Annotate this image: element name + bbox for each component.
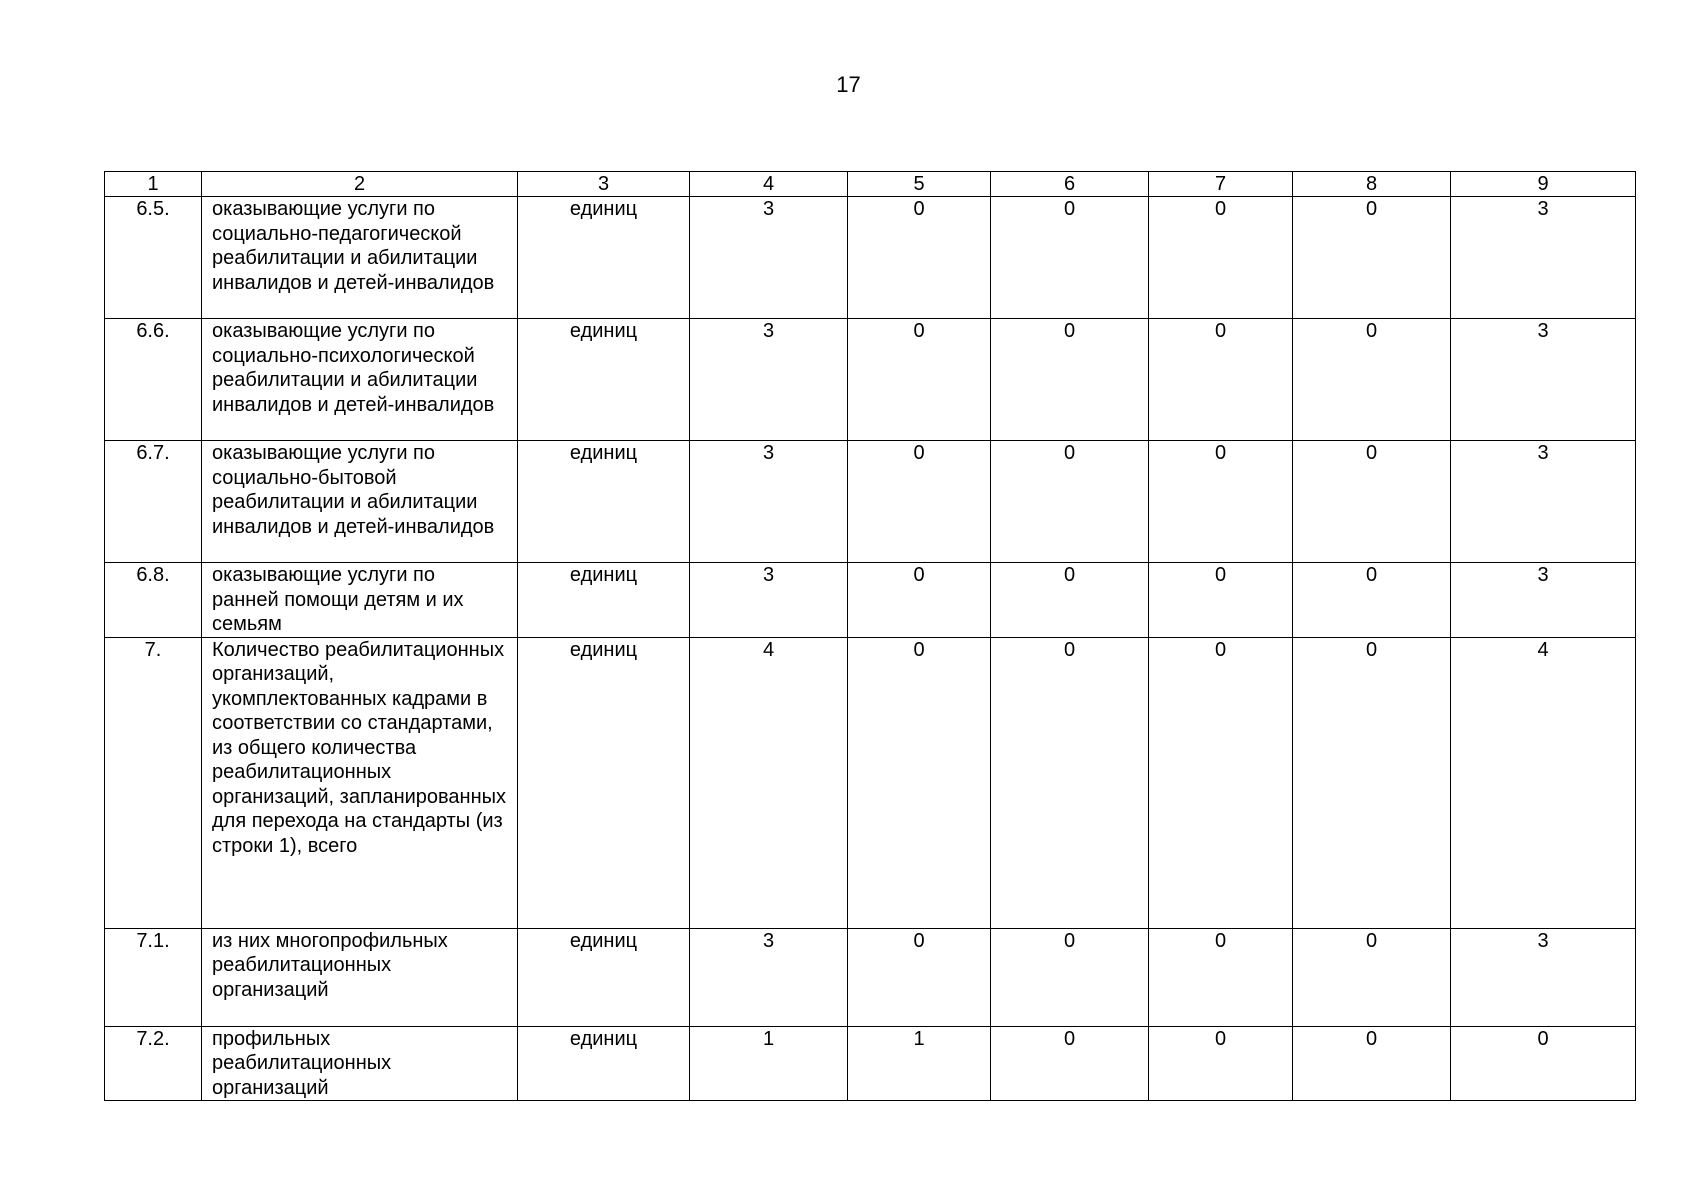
indicator-name-cell: оказывающие услуги по социально-бытовой реабилитации и абилитации инвалидов и детей-инвалидов: [202, 441, 518, 563]
value-cell: 1: [690, 1026, 848, 1101]
unit-cell: единиц: [518, 928, 690, 1026]
column-header: 8: [1293, 172, 1451, 197]
value-cell: 0: [1149, 563, 1293, 638]
value-cell: 0: [1149, 928, 1293, 1026]
value-cell: 0: [991, 319, 1149, 441]
indicator-name-cell: оказывающие услуги по ранней помощи детям и их семьям: [202, 563, 518, 638]
value-cell: 0: [991, 637, 1149, 928]
column-header: 9: [1451, 172, 1636, 197]
table-row: [105, 928, 1636, 1026]
row-number-cell: 7.1.: [105, 928, 202, 1026]
value-cell: 3: [1451, 319, 1636, 441]
column-header: 6: [991, 172, 1149, 197]
value-cell: 3: [690, 928, 848, 1026]
unit-cell: единиц: [518, 637, 690, 928]
row-number-cell: 7.: [105, 637, 202, 928]
column-header: 1: [105, 172, 202, 197]
value-cell: 0: [1293, 637, 1451, 928]
value-cell: 3: [1451, 563, 1636, 638]
value-cell: 0: [1149, 319, 1293, 441]
table-row: [105, 319, 1636, 441]
indicator-name-cell: из них многопрофильных реабилитационных организаций: [202, 928, 518, 1026]
value-cell: 3: [690, 197, 848, 319]
value-cell: 0: [1293, 441, 1451, 563]
value-cell: 3: [1451, 928, 1636, 1026]
indicator-name-cell: оказывающие услуги по социально-психологической реабилитации и абилитации инвалидов и детей-инвалидов: [202, 319, 518, 441]
value-cell: 0: [1293, 928, 1451, 1026]
value-cell: 0: [1293, 1026, 1451, 1101]
unit-cell: единиц: [518, 563, 690, 638]
value-cell: 0: [848, 197, 991, 319]
unit-cell: единиц: [518, 197, 690, 319]
table-header-row: [105, 172, 1636, 197]
row-number-cell: 6.5.: [105, 197, 202, 319]
value-cell: 0: [1149, 1026, 1293, 1101]
value-cell: 3: [1451, 441, 1636, 563]
value-cell: 3: [690, 563, 848, 638]
value-cell: 0: [991, 441, 1149, 563]
row-number-cell: 6.6.: [105, 319, 202, 441]
value-cell: 0: [991, 1026, 1149, 1101]
page-number: 17: [836, 72, 861, 97]
value-cell: 0: [1293, 319, 1451, 441]
table-row: [105, 637, 1636, 928]
value-cell: 0: [848, 319, 991, 441]
column-header: 3: [518, 172, 690, 197]
value-cell: 0: [1293, 197, 1451, 319]
table-row: [105, 441, 1636, 563]
column-header: 2: [202, 172, 518, 197]
value-cell: 0: [848, 441, 991, 563]
value-cell: 0: [1149, 197, 1293, 319]
value-cell: 0: [991, 928, 1149, 1026]
row-number-cell: 6.7.: [105, 441, 202, 563]
unit-cell: единиц: [518, 441, 690, 563]
value-cell: 4: [1451, 637, 1636, 928]
value-cell: 3: [690, 441, 848, 563]
table-row: [105, 563, 1636, 638]
column-header: 7: [1149, 172, 1293, 197]
value-cell: 3: [1451, 197, 1636, 319]
value-cell: 0: [991, 197, 1149, 319]
table-row: [105, 197, 1636, 319]
data-table: [104, 171, 1636, 1101]
value-cell: 0: [1451, 1026, 1636, 1101]
value-cell: 1: [848, 1026, 991, 1101]
value-cell: 0: [848, 563, 991, 638]
value-cell: 0: [848, 637, 991, 928]
indicator-name-cell: профильных реабилитационных организаций: [202, 1026, 518, 1101]
column-header: 4: [690, 172, 848, 197]
value-cell: 0: [1149, 441, 1293, 563]
value-cell: 0: [1149, 637, 1293, 928]
value-cell: 4: [690, 637, 848, 928]
unit-cell: единиц: [518, 319, 690, 441]
value-cell: 0: [991, 563, 1149, 638]
value-cell: 0: [848, 928, 991, 1026]
value-cell: 0: [1293, 563, 1451, 638]
indicator-name-cell: оказывающие услуги по социально-педагогической реабилитации и абилитации инвалидов и детей-инвалидов: [202, 197, 518, 319]
value-cell: 3: [690, 319, 848, 441]
row-number-cell: 6.8.: [105, 563, 202, 638]
indicator-name-cell: Количество реабилитационных организаций, укомплектованных кадрами в соответствии со стандартами, из общего количества реабилитационных организаций, запланированных для перехода на стандарты (из строки 1), всего: [202, 637, 518, 928]
table-row: [105, 1026, 1636, 1101]
column-header: 5: [848, 172, 991, 197]
row-number-cell: 7.2.: [105, 1026, 202, 1101]
unit-cell: единиц: [518, 1026, 690, 1101]
